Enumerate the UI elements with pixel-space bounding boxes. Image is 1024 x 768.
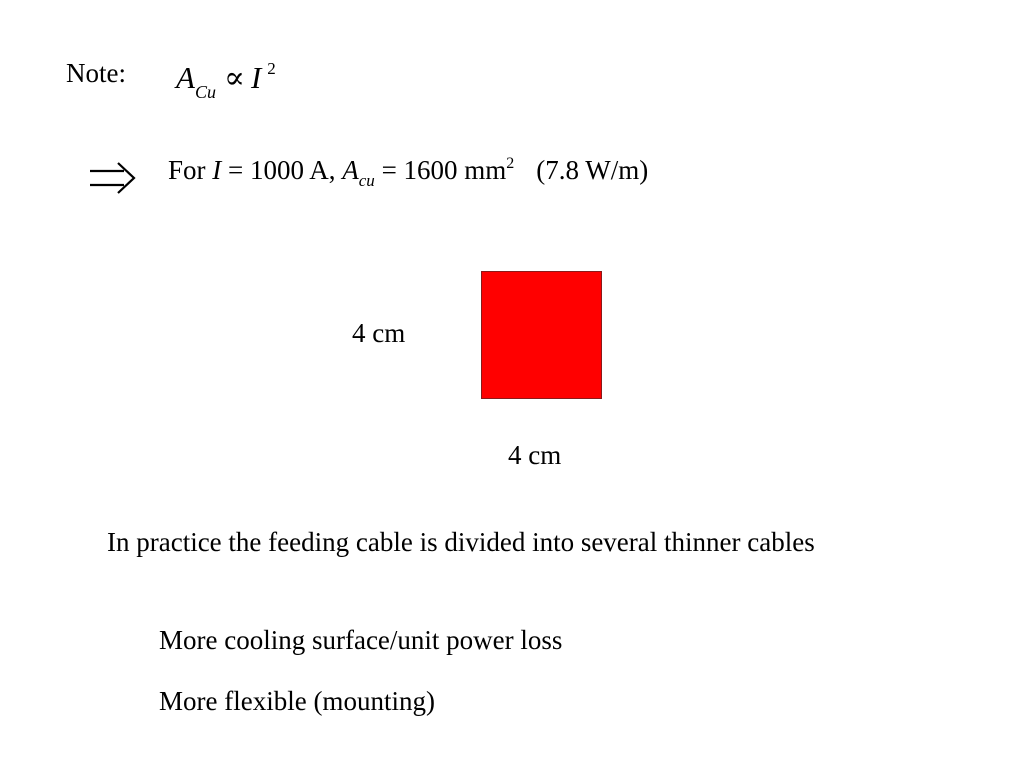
width-dimension-label: 4 cm [508,440,562,470]
area-value: = 1600 mm [381,155,507,185]
power-loss: (7.8 W/m) [536,155,649,185]
note-label: Note: [66,58,126,88]
formula-subscript: Cu [194,82,216,102]
height-dimension-label: 4 cm [352,318,406,348]
example-prefix: For [168,155,206,185]
formula-symbol: A [176,60,195,95]
area-subscript: cu [358,171,375,190]
current-value: = 1000 A, [228,155,336,185]
proportionality-formula [176,59,276,102]
proportional-operator: ∝ [223,60,245,95]
formula-exponent: 2 [267,59,276,78]
area-symbol: A [342,155,359,185]
bullet-item: More cooling surface/unit power loss [159,625,563,655]
example-line [168,155,649,190]
cable-cross-section-square [481,271,602,399]
bullet-item: More flexible (mounting) [159,686,435,716]
area-exponent: 2 [506,155,515,172]
current-variable: I [212,155,222,185]
implies-arrow-icon [90,160,136,196]
formula-variable: I [250,60,262,95]
practice-paragraph: In practice the feeding cable is divided into several thinner cables [107,527,815,557]
